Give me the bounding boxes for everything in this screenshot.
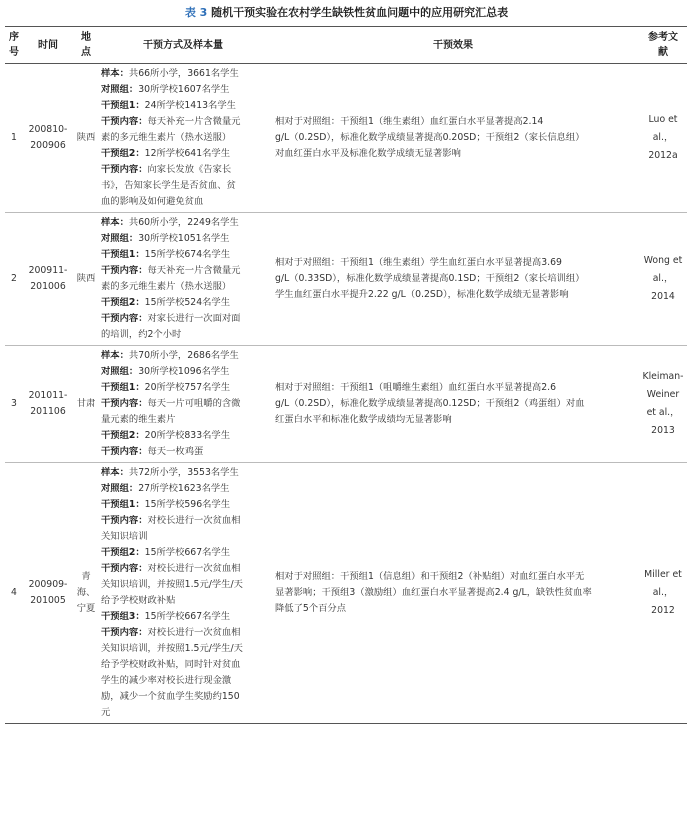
row-reference: Miller et al.， 2012: [639, 463, 687, 724]
header-row: [5, 27, 687, 64]
intervention-line: 干预组3：15所学校667名学生: [101, 611, 231, 622]
row-place: 甘肃: [73, 346, 99, 463]
intervention-line: 给予学校财政补贴，同时针对贫血: [101, 659, 241, 670]
intervention-line: 干预内容：每天补充一片含微量元: [101, 116, 241, 127]
row-effect: 相对于对照组：干预组1（咀嚼维生素组）血红蛋白水平显著提高2.6 g/L（0.2SD），标准化数学成绩显著提高0.12SD；干预组2（鸡蛋组）对血 红蛋白水平和标准化数学成绩均无显著影响: [267, 346, 639, 463]
row-number: 2: [5, 213, 23, 346]
summary-table: [5, 26, 687, 724]
intervention-line: 干预内容：每天一枚鸡蛋: [101, 446, 204, 457]
intervention-line: 素的多元维生素片（热水送服）: [101, 132, 232, 143]
header-place: 地 点: [73, 27, 99, 64]
intervention-line: 干预组1：15所学校596名学生: [101, 499, 231, 510]
row-effect: 相对于对照组：干预组1（维生素组）学生血红蛋白水平显著提高3.69 g/L（0.33SD），标准化数学成绩显著提高0.1SD；干预组2（家长培训组） 学生血红蛋白水平提升2.22 g/L（0.2SD），标准化数学成绩无显著影响: [267, 213, 639, 346]
intervention-line: 干预内容：对校长进行一次贫血相: [101, 627, 241, 638]
intervention-line: 量元素的维生素片: [101, 414, 176, 425]
intervention-line: 干预组2：12所学校641名学生: [101, 148, 231, 159]
intervention-line: 对照组：27所学校1623名学生: [101, 483, 230, 494]
intervention-line: 干预组1：15所学校674名学生: [101, 249, 231, 260]
row-number: 4: [5, 463, 23, 724]
row-time: 200810- 200906: [23, 64, 73, 213]
table-row: [5, 463, 687, 724]
row-reference: Kleiman- Weiner et al.， 2013: [639, 346, 687, 463]
row-number: 1: [5, 64, 23, 213]
row-place: 陕西: [73, 64, 99, 213]
table-row: [5, 64, 687, 213]
table-row: [5, 213, 687, 346]
intervention-line: 样本：共72所小学，3553名学生: [101, 467, 239, 478]
intervention-line: 对照组：30所学校1096名学生: [101, 366, 230, 377]
row-place: 陕西: [73, 213, 99, 346]
intervention-line: 样本：共70所小学，2686名学生: [101, 350, 239, 361]
header-effect: 干预效果: [267, 27, 639, 64]
intervention-line: 对照组：30所学校1607名学生: [101, 84, 230, 95]
intervention-line: 干预内容：每天补充一片含微量元: [101, 265, 241, 276]
table-number: 表 3: [184, 6, 208, 19]
intervention-line: 干预组1：20所学校757名学生: [101, 382, 231, 393]
intervention-line: 干预内容：对家长进行一次面对面: [101, 313, 241, 324]
row-reference: Wong et al.， 2014: [639, 213, 687, 346]
row-time: 200909- 201005: [23, 463, 73, 724]
table-title: 随机干预实验在农村学生缺铁性贫血问题中的应用研究汇总表: [211, 6, 509, 19]
table-row: [5, 346, 687, 463]
row-intervention: [99, 463, 267, 724]
intervention-line: 干预组2：15所学校524名学生: [101, 297, 231, 308]
intervention-line: 干预内容：对校长进行一次贫血相: [101, 563, 241, 574]
intervention-line: 血的影响及如何避免贫血: [101, 196, 204, 207]
row-place: 青 海、 宁夏: [73, 463, 99, 724]
row-time: 201011- 201106: [23, 346, 73, 463]
header-time: 时间: [23, 27, 73, 64]
intervention-line: 学生的减少率对校长进行现金激: [101, 675, 232, 686]
intervention-line: 素的多元维生素片（热水送服）: [101, 281, 232, 292]
intervention-line: 干预组2：20所学校833名学生: [101, 430, 231, 441]
header-no: 序 号: [5, 27, 23, 64]
intervention-line: 书》，告知家长学生是否贫血、贫: [101, 180, 236, 191]
intervention-line: 励，减少一个贫血学生奖励约150: [101, 691, 240, 702]
intervention-line: 的培训，约2个小时: [101, 329, 182, 340]
table-caption: [0, 0, 693, 26]
intervention-line: 样本：共60所小学，2249名学生: [101, 217, 239, 228]
row-effect: 相对于对照组：干预组1（信息组）和干预组2（补贴组）对血红蛋白水平无 显著影响；干预组3（激励组）血红蛋白水平显著提高2.4 g/L，缺铁性贫血率 降低了5个百分点: [267, 463, 639, 724]
intervention-line: 干预内容：对校长进行一次贫血相: [101, 515, 241, 526]
intervention-line: 关知识培训，并按照1.5元/学生/天: [101, 643, 243, 654]
row-reference: Luo et al.， 2012a: [639, 64, 687, 213]
row-time: 200911- 201006: [23, 213, 73, 346]
row-number: 3: [5, 346, 23, 463]
header-method: 干预方式及样本量: [99, 27, 267, 64]
row-intervention: [99, 213, 267, 346]
intervention-line: 干预组1：24所学校1413名学生: [101, 100, 236, 111]
row-effect: 相对于对照组：干预组1（维生素组）血红蛋白水平显著提高2.14 g/L（0.2SD），标准化数学成绩显著提高0.20SD；干预组2（家长信息组） 对血红蛋白水平及标准化数学成绩无显著影响: [267, 64, 639, 213]
intervention-line: 元: [101, 707, 111, 718]
intervention-line: 关知识培训，并按照1.5元/学生/天: [101, 579, 243, 590]
intervention-line: 对照组：30所学校1051名学生: [101, 233, 230, 244]
intervention-line: 给予学校财政补贴: [101, 595, 176, 606]
intervention-line: 干预组2：15所学校667名学生: [101, 547, 231, 558]
intervention-line: 样本：共66所小学，3661名学生: [101, 68, 239, 79]
intervention-line: 干预内容：每天一片可咀嚼的含微: [101, 398, 241, 409]
intervention-line: 干预内容：向家长发放《告家长: [101, 164, 232, 175]
header-ref: 参考文 献: [639, 27, 687, 64]
row-intervention: [99, 346, 267, 463]
intervention-line: 关知识培训: [101, 531, 148, 542]
row-intervention: [99, 64, 267, 213]
